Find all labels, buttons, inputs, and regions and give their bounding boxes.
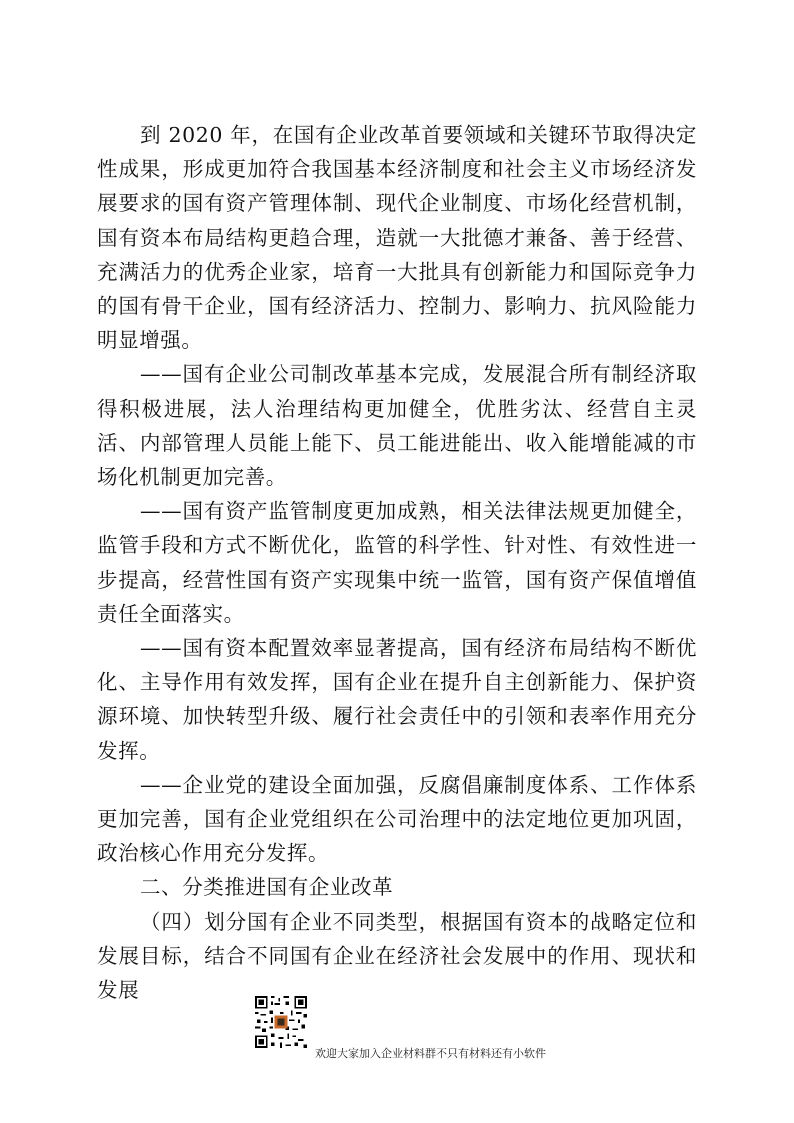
paragraph-classification: （四）划分国有企业不同类型，根据国有资本的战略定位和发展目标，结合不同国有企业在经济社会发展中的作用、现状和发展: [97, 909, 697, 1003]
footer-caption: 欢迎大家加入企业材料群不只有材料还有小软件: [315, 1047, 546, 1060]
paragraph-company-reform: ——国有企业公司制改革基本完成，发展混合所有制经济取得积极进展，法人治理结构更加健全，优胜劣汰、经营自主灵活、内部管理人员能上能下、员工能进能出、收入能增能减的市场化机制更加完善。: [97, 362, 697, 490]
paragraph-party-building: ——企业党的建设全面加强，反腐倡廉制度体系、工作体系更加完善，国有企业党组织在公司治理中的法定地位更加巩固，政治核心作用充分发挥。: [97, 772, 697, 866]
paragraph-capital-allocation: ——国有资本配置效率显著提高，国有经济布局结构不断优化、主导作用有效发挥，国有企业在提升自主创新能力、保护资源环境、加快转型升级、履行社会责任中的引领和表率作用充分发挥。: [97, 636, 697, 763]
paragraph-asset-supervision: ——国有资产监管制度更加成熟，相关法律法规更加健全，监管手段和方式不断优化，监管的科学性、针对性、有效性进一步提高，经营性国有资产实现集中统一监管，国有资产保值增值责任全面落实。: [97, 499, 697, 626]
document-body: [97, 118, 697, 1007]
section-heading: 二、分类推进国有企业改革: [140, 875, 394, 900]
qr-code-icon: [255, 996, 307, 1048]
paragraph-goal: 到 2020 年，在国有企业改革首要领域和关键环节取得决定性成果，形成更加符合我国基本经济制度和社会主义市场经济发展要求的国有资产管理体制、现代企业制度、市场化经营机制，国有资本布局结构更趋合理，造就一大批德才兼备、善于经营、充满活力的优秀企业家，培育一大批具有创新能力和国际竞争力的国有骨干企业，国有经济活力、控制力、影响力、抗风险能力明显增强。: [97, 123, 697, 353]
